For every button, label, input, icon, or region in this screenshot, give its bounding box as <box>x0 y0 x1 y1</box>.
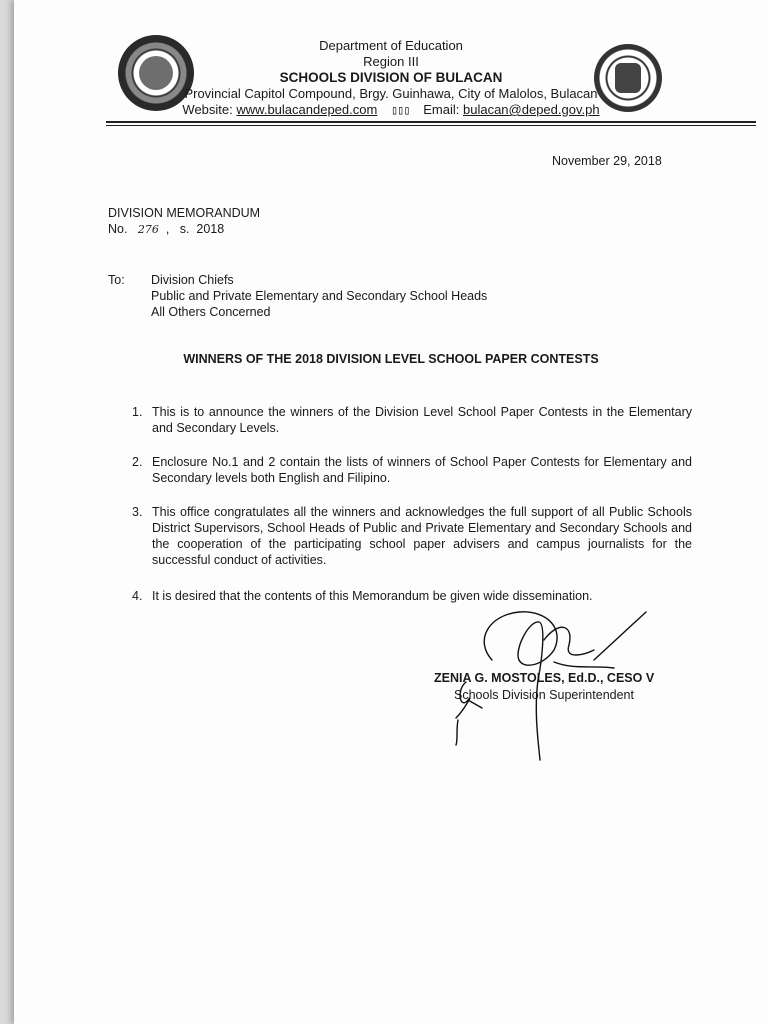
letterhead-address: Provincial Capitol Compound, Brgy. Guinhawa, City of Malolos, Bulacan <box>184 86 598 101</box>
recipient: Division Chiefs <box>151 273 234 287</box>
memo-series: , s. 2018 <box>165 222 225 236</box>
memo-title: DIVISION MEMORANDUM <box>108 206 261 220</box>
memo-date: November 29, 2018 <box>552 154 662 168</box>
letterhead-rule-thick <box>106 121 756 123</box>
letterhead-contact <box>14 102 768 118</box>
memo-number <box>108 221 224 238</box>
website-link[interactable]: www.bulacandeped.com <box>236 102 378 117</box>
item-number: 3. <box>132 505 143 519</box>
email-link[interactable]: bulacan@deped.gov.ph <box>463 102 600 117</box>
email-label: Email: <box>423 102 460 117</box>
item-number: 2. <box>132 455 143 469</box>
letterhead-region: Region III <box>363 54 419 69</box>
item-number: 4. <box>132 589 143 603</box>
signatory-title: Schools Division Superintendent <box>454 688 634 702</box>
item-text: Enclosure No.1 and 2 contain the lists of winners of School Paper Contests for Elementary and Secondary levels both English and Filipino. <box>152 455 692 485</box>
memo-no-handwritten: 276 <box>137 223 159 236</box>
letterhead-division: SCHOOLS DIVISION OF BULACAN <box>279 70 503 85</box>
website-label: Website: <box>182 102 233 117</box>
memo-subject: WINNERS OF THE 2018 DIVISION LEVEL SCHOOL PAPER CONTESTS <box>183 352 599 366</box>
to-label: To: <box>108 273 125 287</box>
signatory-name: ZENIA G. MOSTOLES, Ed.D., CESO V <box>434 671 655 685</box>
item-text: This is to announce the winners of the Division Level School Paper Contests in the Elementary and Secondary Levels. <box>152 405 692 435</box>
item-text: It is desired that the contents of this Memorandum be given wide dissemination. <box>152 589 593 603</box>
memo-page <box>14 0 768 1024</box>
recipient-list <box>151 272 487 320</box>
item-text: This office congratulates all the winners and acknowledges the full support of all Public Schools District Supervisors, School Heads of Public and Private Elementary and Secondary Schools and the cooperation of the participating school paper advisers and campus journalists for the successful conduct of activities. <box>152 505 692 567</box>
letterhead-rule-thin <box>106 125 756 126</box>
handwritten-signature <box>434 600 664 770</box>
memo-no-label: No. <box>108 222 128 236</box>
separator-glyphs: ▯▯▯ <box>390 103 410 117</box>
item-number: 1. <box>132 405 143 419</box>
letterhead-department: Department of Education <box>319 38 463 53</box>
recipient: Public and Private Elementary and Secondary School Heads <box>151 289 488 303</box>
recipient: All Others Concerned <box>151 305 271 319</box>
